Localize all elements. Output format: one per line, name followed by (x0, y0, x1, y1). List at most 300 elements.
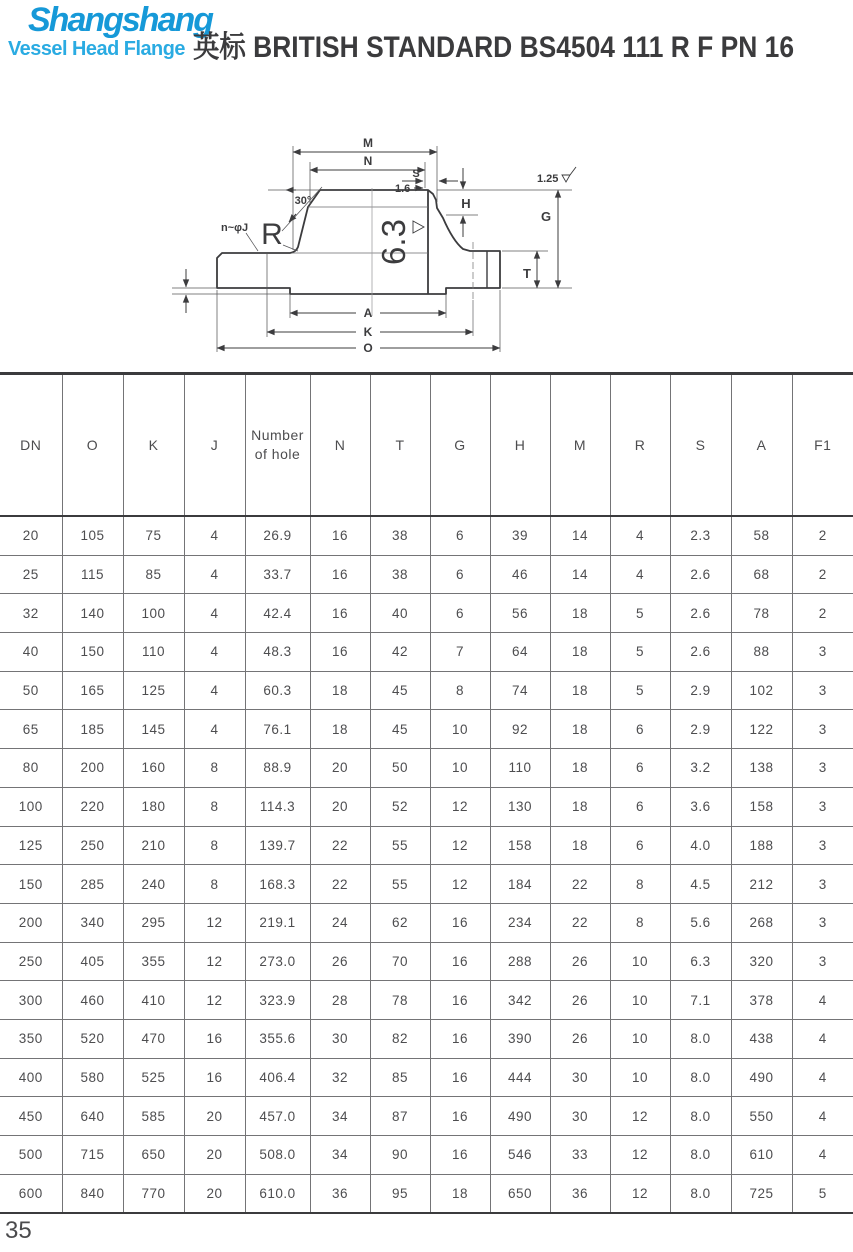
table-cell: 70 (370, 942, 430, 981)
table-cell: 50 (370, 749, 430, 788)
table-cell: 6 (610, 826, 670, 865)
table-cell: 45 (370, 671, 430, 710)
table-cell: 26 (550, 981, 610, 1020)
table-cell: 102 (731, 671, 792, 710)
flange-body-outline (217, 190, 500, 294)
table-cell: 185 (62, 710, 123, 749)
table-cell: 4 (792, 1019, 853, 1058)
table-cell: 10 (610, 1019, 670, 1058)
table-cell: 7 (430, 633, 490, 672)
table-cell: 4 (792, 1097, 853, 1136)
table-cell: 725 (731, 1174, 792, 1213)
table-cell: 2.6 (670, 555, 731, 594)
table-cell: 4 (792, 981, 853, 1020)
table-cell: 16 (184, 1058, 245, 1097)
table-cell: 20 (184, 1097, 245, 1136)
table-cell: 39 (490, 516, 550, 555)
column-header: J (184, 374, 245, 517)
table-cell: 10 (610, 1058, 670, 1097)
table-cell: 8 (610, 865, 670, 904)
table-cell: 300 (0, 981, 62, 1020)
table-cell: 26 (550, 942, 610, 981)
table-cell: 160 (123, 749, 184, 788)
table-cell: 18 (550, 594, 610, 633)
bolt-holes-label: n~φJ (221, 222, 249, 234)
table-cell: 5 (610, 633, 670, 672)
table-cell: 18 (550, 787, 610, 826)
column-header: K (123, 374, 184, 517)
table-cell: 8.0 (670, 1174, 731, 1213)
table-cell: 273.0 (245, 942, 310, 981)
table-cell: 350 (0, 1019, 62, 1058)
table-cell: 219.1 (245, 903, 310, 942)
table-cell: 180 (123, 787, 184, 826)
table-cell: 150 (0, 865, 62, 904)
table-cell: 90 (370, 1136, 430, 1175)
dim-label-o: O (363, 341, 373, 355)
table-cell: 110 (123, 633, 184, 672)
table-cell: 4.5 (670, 865, 731, 904)
table-cell: 30 (550, 1097, 610, 1136)
table-cell: 34 (310, 1136, 370, 1175)
table-cell: 92 (490, 710, 550, 749)
table-cell: 16 (430, 1019, 490, 1058)
table-cell: 16 (430, 1058, 490, 1097)
dim-label-a: A (363, 306, 373, 320)
table-cell: 16 (310, 555, 370, 594)
table-cell: 16 (430, 903, 490, 942)
table-cell: 8 (610, 903, 670, 942)
table-cell: 40 (0, 633, 62, 672)
table-row (0, 516, 853, 555)
table-cell: 3 (792, 633, 853, 672)
table-cell: 12 (184, 903, 245, 942)
table-cell: 55 (370, 865, 430, 904)
table-row (0, 981, 853, 1020)
page-title: 英标 BRITISH STANDARD BS4504 111 R F PN 16 (193, 31, 795, 64)
table-cell: 139.7 (245, 826, 310, 865)
column-header: M (550, 374, 610, 517)
table-cell: 6 (610, 710, 670, 749)
table-cell: 3 (792, 942, 853, 981)
table-cell: 7.1 (670, 981, 731, 1020)
table-cell: 8 (184, 826, 245, 865)
table-cell: 8.0 (670, 1136, 731, 1175)
table-cell: 40 (370, 594, 430, 633)
table-cell: 585 (123, 1097, 184, 1136)
table-cell: 6 (430, 555, 490, 594)
table-cell: 140 (62, 594, 123, 633)
logo-line2: Vessel Head Flange (8, 37, 185, 60)
table-cell: 2 (792, 594, 853, 633)
table-cell: 76.1 (245, 710, 310, 749)
table-cell: 342 (490, 981, 550, 1020)
table-cell: 406.4 (245, 1058, 310, 1097)
table-cell: 4 (184, 555, 245, 594)
table-cell: 20 (310, 787, 370, 826)
table-cell: 390 (490, 1019, 550, 1058)
table-cell: 16 (430, 1097, 490, 1136)
table-cell: 88.9 (245, 749, 310, 788)
table-cell: 184 (490, 865, 550, 904)
table-cell: 188 (731, 826, 792, 865)
column-header: S (670, 374, 731, 517)
table-cell: 12 (430, 865, 490, 904)
table-cell: 22 (550, 865, 610, 904)
column-header: F1 (792, 374, 853, 517)
table-row (0, 942, 853, 981)
table-cell: 520 (62, 1019, 123, 1058)
table-cell: 36 (310, 1174, 370, 1213)
table-cell: 457.0 (245, 1097, 310, 1136)
table-cell: 18 (550, 826, 610, 865)
table-cell: 3 (792, 671, 853, 710)
table-cell: 16 (310, 516, 370, 555)
dim-label-k: K (363, 325, 373, 339)
table-cell: 4 (792, 1136, 853, 1175)
table-cell: 85 (370, 1058, 430, 1097)
table-cell: 26 (550, 1019, 610, 1058)
table-cell: 6.3 (670, 942, 731, 981)
table-cell: 22 (310, 826, 370, 865)
table-cell: 12 (610, 1136, 670, 1175)
table-cell: 114.3 (245, 787, 310, 826)
table-cell: 8.0 (670, 1097, 731, 1136)
angle-label: 30° (294, 195, 312, 207)
table-row (0, 1058, 853, 1097)
table-cell: 200 (0, 903, 62, 942)
table-cell: 8 (184, 749, 245, 788)
table-cell: 5 (792, 1174, 853, 1213)
table-cell: 295 (123, 903, 184, 942)
table-cell: 20 (0, 516, 62, 555)
table-cell: 18 (430, 1174, 490, 1213)
table-cell: 8 (184, 865, 245, 904)
table-cell: 2 (792, 555, 853, 594)
table-cell: 546 (490, 1136, 550, 1175)
column-header: H (490, 374, 550, 517)
table-cell: 100 (0, 787, 62, 826)
table-cell: 3 (792, 749, 853, 788)
table-cell: 18 (550, 749, 610, 788)
column-header: DN (0, 374, 62, 517)
table-cell: 33 (550, 1136, 610, 1175)
table-cell: 88 (731, 633, 792, 672)
dim-label-s: S (412, 168, 420, 180)
table-cell: 85 (123, 555, 184, 594)
table-cell: 168.3 (245, 865, 310, 904)
table-cell: 6 (430, 516, 490, 555)
face-finish-label: 1.25 (537, 173, 559, 185)
table-cell: 74 (490, 671, 550, 710)
dim-label-m: M (363, 136, 373, 150)
table-cell: 26 (310, 942, 370, 981)
table-cell: 125 (0, 826, 62, 865)
table-row (0, 633, 853, 672)
table-cell: 4 (184, 710, 245, 749)
table-cell: 95 (370, 1174, 430, 1213)
column-header: A (731, 374, 792, 517)
column-header: O (62, 374, 123, 517)
table-row (0, 710, 853, 749)
flange-dimension-table (0, 372, 853, 1214)
table-cell: 30 (310, 1019, 370, 1058)
table-cell: 8.0 (670, 1058, 731, 1097)
table-cell: 64 (490, 633, 550, 672)
dim-label-t: T (523, 266, 531, 281)
table-cell: 16 (184, 1019, 245, 1058)
table-cell: 210 (123, 826, 184, 865)
table-cell: 20 (184, 1174, 245, 1213)
table-cell: 234 (490, 903, 550, 942)
table-cell: 323.9 (245, 981, 310, 1020)
table-cell: 770 (123, 1174, 184, 1213)
table-cell: 10 (610, 981, 670, 1020)
table-cell: 20 (184, 1136, 245, 1175)
table-cell: 2.9 (670, 710, 731, 749)
table-cell: 250 (62, 826, 123, 865)
column-header: N (310, 374, 370, 517)
table-cell: 24 (310, 903, 370, 942)
logo-line1: Shangshang (28, 1, 213, 39)
table-cell: 12 (184, 942, 245, 981)
table-cell: 158 (490, 826, 550, 865)
table-cell: 355.6 (245, 1019, 310, 1058)
table-cell: 16 (310, 594, 370, 633)
table-cell: 16 (430, 1136, 490, 1175)
table-row (0, 787, 853, 826)
table-cell: 4 (184, 671, 245, 710)
table-row (0, 1019, 853, 1058)
table-cell: 4 (184, 594, 245, 633)
table-cell: 460 (62, 981, 123, 1020)
table-cell: 4 (610, 516, 670, 555)
table-cell: 12 (430, 826, 490, 865)
table-cell: 32 (0, 594, 62, 633)
table-cell: 52 (370, 787, 430, 826)
table-cell: 138 (731, 749, 792, 788)
table-cell: 250 (0, 942, 62, 981)
table-cell: 26.9 (245, 516, 310, 555)
table-cell: 58 (731, 516, 792, 555)
table-cell: 4 (184, 516, 245, 555)
table-cell: 14 (550, 555, 610, 594)
table-cell: 4 (610, 555, 670, 594)
table-cell: 36 (550, 1174, 610, 1213)
dim-label-h: H (461, 196, 471, 211)
dim-label-n: N (363, 154, 373, 168)
column-header: T (370, 374, 430, 517)
table-cell: 3 (792, 865, 853, 904)
table-cell: 500 (0, 1136, 62, 1175)
table-row (0, 671, 853, 710)
table-cell: 14 (550, 516, 610, 555)
table-cell: 100 (123, 594, 184, 633)
table-cell: 3.6 (670, 787, 731, 826)
table-cell: 4.0 (670, 826, 731, 865)
table-cell: 10 (430, 710, 490, 749)
table-cell: 212 (731, 865, 792, 904)
table-cell: 62 (370, 903, 430, 942)
table-cell: 38 (370, 555, 430, 594)
table-cell: 110 (490, 749, 550, 788)
table-cell: 38 (370, 516, 430, 555)
table-cell: 18 (310, 671, 370, 710)
table-cell: 78 (731, 594, 792, 633)
table-cell: 4 (184, 633, 245, 672)
table-cell: 122 (731, 710, 792, 749)
table-cell: 410 (123, 981, 184, 1020)
table-cell: 130 (490, 787, 550, 826)
table-cell: 50 (0, 671, 62, 710)
table-cell: 6 (610, 787, 670, 826)
table-cell: 20 (310, 749, 370, 788)
table-cell: 45 (370, 710, 430, 749)
table-cell: 75 (123, 516, 184, 555)
table-cell: 60.3 (245, 671, 310, 710)
table-cell: 240 (123, 865, 184, 904)
table-cell: 34 (310, 1097, 370, 1136)
table-cell: 490 (490, 1097, 550, 1136)
table-cell: 12 (610, 1174, 670, 1213)
table-cell: 87 (370, 1097, 430, 1136)
table-cell: 18 (310, 710, 370, 749)
table-cell: 3 (792, 903, 853, 942)
table-cell: 115 (62, 555, 123, 594)
table-cell: 6 (610, 749, 670, 788)
table-cell: 340 (62, 903, 123, 942)
table-cell: 55 (370, 826, 430, 865)
table-cell: 8.0 (670, 1019, 731, 1058)
table-cell: 16 (430, 981, 490, 1020)
table-cell: 18 (550, 710, 610, 749)
table-cell: 320 (731, 942, 792, 981)
table-cell: 8 (184, 787, 245, 826)
table-cell: 33.7 (245, 555, 310, 594)
table-cell: 42 (370, 633, 430, 672)
table-cell: 16 (310, 633, 370, 672)
table-cell: 508.0 (245, 1136, 310, 1175)
table-cell: 650 (123, 1136, 184, 1175)
table-cell: 5 (610, 671, 670, 710)
table-cell: 400 (0, 1058, 62, 1097)
table-cell: 68 (731, 555, 792, 594)
weld-finish-label: 1.6 (395, 183, 411, 195)
table-cell: 355 (123, 942, 184, 981)
table-cell: 145 (123, 710, 184, 749)
table-cell: 165 (62, 671, 123, 710)
table-cell: 640 (62, 1097, 123, 1136)
table-cell: 715 (62, 1136, 123, 1175)
bore-finish-label: 6.3 (375, 219, 412, 265)
table-cell: 42.4 (245, 594, 310, 633)
radius-label: R (261, 218, 283, 251)
table-cell: 5.6 (670, 903, 731, 942)
table-cell: 268 (731, 903, 792, 942)
table-cell: 3.2 (670, 749, 731, 788)
table-cell: 150 (62, 633, 123, 672)
table-cell: 18 (550, 671, 610, 710)
table-cell: 285 (62, 865, 123, 904)
table-cell: 32 (310, 1058, 370, 1097)
table-cell: 6 (430, 594, 490, 633)
table-cell: 2.6 (670, 594, 731, 633)
table-cell: 2.9 (670, 671, 731, 710)
table-cell: 8 (430, 671, 490, 710)
table-cell: 78 (370, 981, 430, 1020)
table-cell: 22 (550, 903, 610, 942)
page-number: 35 (5, 1217, 32, 1244)
table-cell: 2.6 (670, 633, 731, 672)
table-row (0, 555, 853, 594)
table-cell: 470 (123, 1019, 184, 1058)
table-cell: 405 (62, 942, 123, 981)
table-header-row (0, 374, 853, 517)
table-cell: 525 (123, 1058, 184, 1097)
table-cell: 10 (610, 942, 670, 981)
dim-label-g: G (540, 209, 552, 224)
table-cell: 450 (0, 1097, 62, 1136)
table-cell: 22 (310, 865, 370, 904)
table-cell: 610.0 (245, 1174, 310, 1213)
table-row (0, 1136, 853, 1175)
table-cell: 12 (184, 981, 245, 1020)
table-cell: 650 (490, 1174, 550, 1213)
table-cell: 18 (550, 633, 610, 672)
table-body (0, 516, 853, 1213)
table-cell: 840 (62, 1174, 123, 1213)
flange-section-drawing (0, 0, 853, 372)
column-header: G (430, 374, 490, 517)
table-cell: 105 (62, 516, 123, 555)
table-row (0, 1097, 853, 1136)
table-cell: 220 (62, 787, 123, 826)
table-cell: 600 (0, 1174, 62, 1213)
table-row (0, 865, 853, 904)
table-cell: 30 (550, 1058, 610, 1097)
table-cell: 580 (62, 1058, 123, 1097)
table-cell: 10 (430, 749, 490, 788)
table-row (0, 903, 853, 942)
table-cell: 200 (62, 749, 123, 788)
table-cell: 378 (731, 981, 792, 1020)
table-cell: 550 (731, 1097, 792, 1136)
table-cell: 610 (731, 1136, 792, 1175)
table-cell: 46 (490, 555, 550, 594)
table-cell: 5 (610, 594, 670, 633)
table-row (0, 749, 853, 788)
table-cell: 82 (370, 1019, 430, 1058)
table-cell: 12 (610, 1097, 670, 1136)
table-cell: 56 (490, 594, 550, 633)
table-row (0, 826, 853, 865)
table-cell: 65 (0, 710, 62, 749)
table-cell: 16 (430, 942, 490, 981)
table-cell: 3 (792, 787, 853, 826)
table-cell: 2 (792, 516, 853, 555)
table-cell: 4 (792, 1058, 853, 1097)
table-cell: 3 (792, 826, 853, 865)
table-cell: 28 (310, 981, 370, 1020)
table-cell: 125 (123, 671, 184, 710)
table-cell: 48.3 (245, 633, 310, 672)
table-cell: 438 (731, 1019, 792, 1058)
table-row (0, 1174, 853, 1213)
table-cell: 444 (490, 1058, 550, 1097)
table-cell: 25 (0, 555, 62, 594)
table-cell: 2.3 (670, 516, 731, 555)
table-row (0, 594, 853, 633)
